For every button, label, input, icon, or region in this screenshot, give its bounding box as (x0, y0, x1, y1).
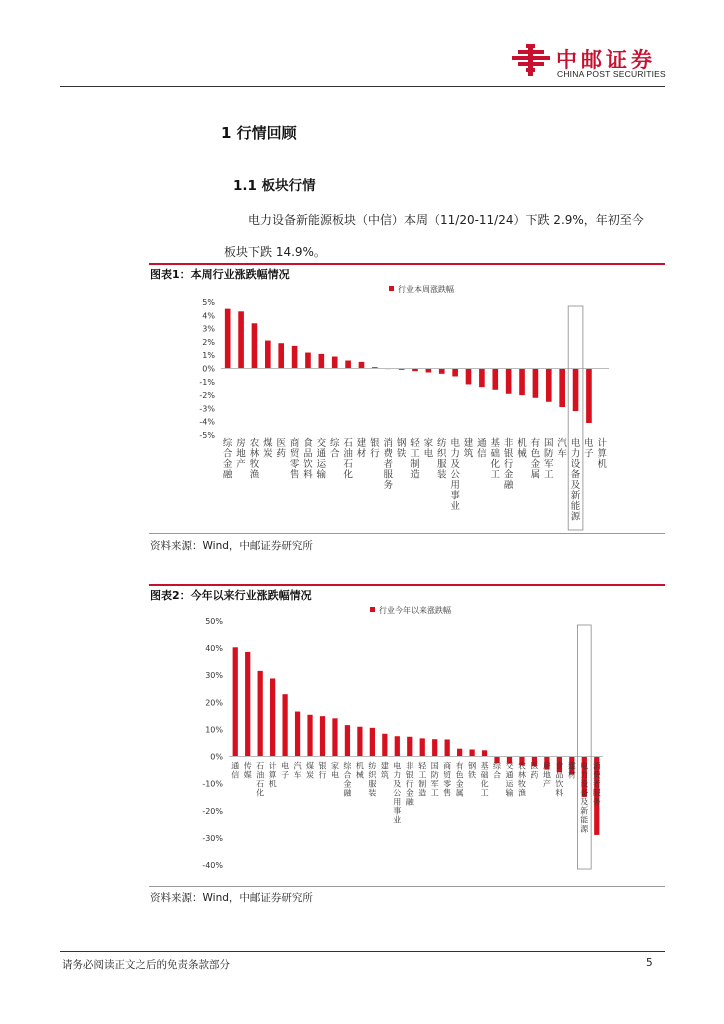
svg-text:煤炭: 煤炭 (263, 438, 273, 460)
bar (479, 369, 485, 388)
category-label (598, 437, 608, 470)
bar (445, 739, 450, 756)
svg-text:纺织服装: 纺织服装 (368, 761, 377, 798)
svg-text:消费者服务: 消费者服务 (592, 761, 601, 807)
category-label (410, 437, 420, 481)
category-label (343, 438, 353, 481)
category-label (431, 762, 439, 798)
bar (245, 652, 250, 757)
category-label (381, 761, 389, 780)
bar (307, 715, 312, 757)
category-label (276, 438, 286, 460)
chart-weekly-industry-change (149, 280, 665, 532)
brand-logo-icon (512, 44, 552, 76)
bar (319, 354, 325, 369)
category-label (443, 761, 452, 798)
svg-text:电力设备及新能源: 电力设备及新能源 (570, 438, 581, 523)
svg-text:商贸零售: 商贸零售 (289, 438, 300, 481)
y-tick-label: 1% (202, 351, 215, 361)
y-tick-label: -4% (199, 417, 215, 427)
svg-text:电子: 电子 (584, 438, 594, 460)
category-label (491, 437, 501, 481)
category-label (331, 761, 339, 780)
category-label (555, 761, 563, 798)
y-tick-label: 5% (202, 298, 215, 307)
bar (546, 369, 552, 402)
y-tick-label: 0% (210, 752, 223, 762)
bar (252, 323, 258, 368)
svg-text:综合: 综合 (493, 761, 502, 780)
category-label (244, 761, 252, 780)
y-tick-label: -5% (199, 431, 215, 440)
bar (265, 341, 271, 369)
bar (258, 671, 263, 757)
category-label (263, 437, 273, 460)
svg-text:综合: 综合 (329, 438, 340, 460)
svg-text:计算机: 计算机 (268, 761, 277, 789)
subsection-title: 1.1 板块行情 (233, 178, 316, 194)
bar (233, 647, 238, 756)
svg-text:石油石化: 石油石化 (343, 438, 353, 481)
svg-text:农林牧渔: 农林牧渔 (517, 761, 526, 798)
legend (389, 284, 454, 294)
category-label (493, 761, 502, 780)
svg-text:建筑: 建筑 (380, 761, 389, 780)
bar (345, 361, 351, 369)
brand-name-english: CHINA POST SECURITIES (557, 69, 666, 79)
category-label (330, 437, 340, 460)
bar (295, 712, 300, 757)
legend-label: 行业今年以来涨跌幅 (379, 606, 451, 615)
category-label (223, 437, 233, 481)
chart-ytd-industry-change (149, 601, 665, 885)
category-label (236, 437, 246, 470)
svg-text:房地产: 房地产 (236, 438, 246, 470)
category-label (383, 437, 393, 491)
category-label (568, 761, 576, 780)
category-label (571, 437, 581, 523)
bar (492, 369, 498, 390)
bar (506, 369, 512, 394)
brand-name: 中邮证券 (556, 48, 656, 72)
bar (439, 369, 445, 374)
category-label (437, 437, 447, 481)
category-label (269, 761, 277, 789)
svg-text:汽车: 汽车 (557, 438, 567, 460)
bar (466, 369, 472, 385)
bar (426, 369, 432, 373)
bar (452, 369, 458, 377)
svg-text:石油石化: 石油石化 (256, 761, 265, 798)
bar (573, 369, 579, 412)
svg-text:钢铁: 钢铁 (396, 438, 407, 460)
category-label (294, 761, 302, 780)
category-label (593, 761, 602, 807)
y-tick-label: -30% (202, 833, 223, 843)
bar (282, 694, 287, 756)
figure-1-source: 资料来源：Wind，中邮证券研究所 (150, 540, 313, 552)
category-label (468, 761, 476, 780)
category-label (306, 761, 314, 780)
bar (292, 346, 298, 369)
category-label (256, 762, 264, 798)
svg-text:基础化工: 基础化工 (490, 438, 501, 481)
svg-text:建筑: 建筑 (463, 438, 474, 460)
svg-text:非银行金融: 非银行金融 (405, 761, 414, 807)
svg-text:银行: 银行 (370, 438, 380, 460)
body-paragraph-line-2: 板块下跌 14.9%。 (224, 245, 326, 259)
category-label (370, 437, 380, 460)
bar (420, 738, 425, 756)
figure-2-top-rule (149, 584, 665, 586)
svg-text:汽车: 汽车 (293, 761, 302, 780)
figure-1-top-rule (149, 263, 665, 265)
svg-text:医药: 医药 (276, 438, 286, 460)
category-label (506, 761, 515, 798)
figure-1-title: 图表1：本周行业涨跌幅情况 (150, 268, 290, 281)
category-label (518, 761, 526, 798)
bar (345, 725, 350, 756)
figure-1-bottom-rule (149, 533, 665, 534)
figure-2-source: 资料来源：Wind，中邮证券研究所 (150, 892, 313, 904)
category-label (531, 437, 541, 481)
svg-text:传媒: 传媒 (243, 761, 252, 780)
bar (482, 750, 487, 756)
category-label (580, 761, 589, 834)
svg-text:通信: 通信 (477, 438, 487, 460)
category-label (481, 761, 489, 798)
bar (278, 343, 284, 368)
category-label (281, 761, 289, 780)
bar (320, 716, 325, 756)
bar (533, 369, 539, 398)
svg-text:交通运输: 交通运输 (316, 438, 327, 481)
svg-text:轻工制造: 轻工制造 (418, 761, 427, 798)
svg-text:食品饮料: 食品饮料 (555, 761, 564, 798)
body-paragraph-line-1: 电力设备新能源板块（中信）本周（11/20-11/24）下跌 2.9%，年初至今 (248, 213, 644, 227)
category-label (530, 762, 538, 780)
category-label (368, 761, 377, 798)
category-label (290, 437, 300, 481)
bar (305, 353, 311, 369)
category-label (418, 761, 427, 798)
svg-text:机械: 机械 (355, 761, 364, 780)
bar (359, 362, 365, 369)
svg-text:综合金融: 综合金融 (222, 438, 233, 481)
svg-text:钢铁: 钢铁 (468, 761, 477, 780)
category-label (456, 761, 464, 798)
category-label (504, 437, 514, 491)
svg-text:轻工制造: 轻工制造 (410, 438, 420, 481)
category-label (356, 761, 364, 780)
bar (469, 750, 474, 757)
category-label (343, 761, 352, 798)
svg-text:家电: 家电 (423, 438, 434, 460)
svg-text:国防军工: 国防军工 (544, 438, 554, 481)
footer-disclaimer: 请务必阅读正文之后的免责条款部分 (62, 959, 230, 971)
bar (332, 718, 337, 756)
bar (370, 728, 375, 757)
svg-text:基础化工: 基础化工 (480, 761, 489, 798)
svg-text:农林牧渔: 农林牧渔 (249, 438, 260, 481)
category-label (357, 437, 367, 460)
y-tick-label: 30% (205, 671, 223, 681)
svg-text:机械: 机械 (517, 438, 527, 460)
bar (407, 737, 412, 757)
svg-text:电力及公用事业: 电力及公用事业 (393, 761, 402, 825)
bar (270, 678, 275, 756)
svg-text:非银行金融: 非银行金融 (503, 438, 514, 491)
bar (586, 369, 592, 424)
category-label (543, 761, 551, 789)
svg-text:电子: 电子 (281, 761, 290, 780)
svg-text:有色金属: 有色金属 (455, 761, 464, 798)
y-tick-label: -1% (199, 377, 215, 387)
header-divider (60, 86, 665, 87)
svg-text:建材: 建材 (567, 761, 576, 780)
svg-text:煤炭: 煤炭 (306, 761, 315, 780)
bar (382, 734, 387, 757)
category-label (231, 761, 239, 780)
svg-text:纺织服装: 纺织服装 (437, 438, 447, 481)
svg-text:综合金融: 综合金融 (343, 761, 352, 798)
y-tick-label: 3% (202, 324, 215, 334)
y-tick-label: -3% (199, 404, 215, 414)
bar (225, 309, 231, 369)
legend-swatch (389, 286, 394, 291)
legend-swatch (370, 607, 375, 612)
bar (457, 749, 462, 757)
svg-text:商贸零售: 商贸零售 (443, 761, 452, 798)
y-tick-label: 0% (202, 364, 215, 374)
category-label (397, 437, 407, 460)
category-label (557, 437, 567, 460)
category-label (319, 761, 327, 780)
bar (559, 369, 565, 408)
y-tick-label: 4% (202, 311, 215, 321)
y-tick-label: 20% (205, 698, 223, 708)
page-number: 5 (646, 957, 653, 969)
svg-text:银行: 银行 (318, 761, 327, 780)
category-label (393, 761, 401, 825)
y-tick-label: -2% (199, 391, 215, 401)
bar (238, 311, 244, 368)
figure-2-title: 图表2：今年以来行业涨跌幅情况 (150, 589, 312, 602)
svg-text:建材: 建材 (356, 438, 367, 460)
category-label (250, 437, 260, 481)
bar (519, 369, 525, 396)
section-title: 1 行情回顾 (221, 124, 297, 142)
svg-text:电力及公用事业: 电力及公用事业 (450, 438, 460, 512)
svg-text:医药: 医药 (530, 761, 539, 780)
bar (395, 736, 400, 756)
svg-text:消费者服务: 消费者服务 (383, 438, 393, 491)
y-tick-label: -20% (202, 806, 223, 816)
category-label (544, 438, 554, 481)
bar (332, 357, 338, 369)
svg-text:电力设备及新能源: 电力设备及新能源 (580, 761, 589, 834)
category-label (406, 761, 415, 807)
y-tick-label: 50% (205, 617, 223, 626)
legend (370, 605, 451, 615)
category-label (477, 438, 487, 460)
category-label (517, 437, 527, 460)
y-tick-label: 2% (202, 337, 215, 347)
svg-text:家电: 家电 (330, 761, 339, 780)
category-label (303, 437, 313, 481)
category-label (317, 437, 327, 481)
svg-text:有色金属: 有色金属 (530, 438, 541, 481)
bar (432, 739, 437, 756)
svg-text:交通运输: 交通运输 (505, 761, 514, 798)
svg-text:食品饮料: 食品饮料 (303, 438, 313, 481)
category-label (450, 437, 460, 512)
legend-label: 行业本周涨跌幅 (398, 285, 454, 294)
y-tick-label: -40% (202, 861, 223, 870)
bar (357, 727, 362, 757)
category-label (464, 437, 474, 460)
svg-text:计算机: 计算机 (597, 438, 608, 470)
footer-divider (60, 951, 665, 952)
figure-2-bottom-rule (149, 886, 665, 887)
category-label (424, 437, 434, 460)
y-tick-label: 10% (205, 725, 223, 735)
y-tick-label: -10% (202, 779, 223, 789)
svg-text:房地产: 房地产 (542, 761, 551, 789)
svg-text:国防军工: 国防军工 (430, 761, 439, 798)
category-label (584, 437, 594, 460)
y-tick-label: 40% (205, 644, 223, 654)
svg-text:通信: 通信 (231, 761, 240, 780)
